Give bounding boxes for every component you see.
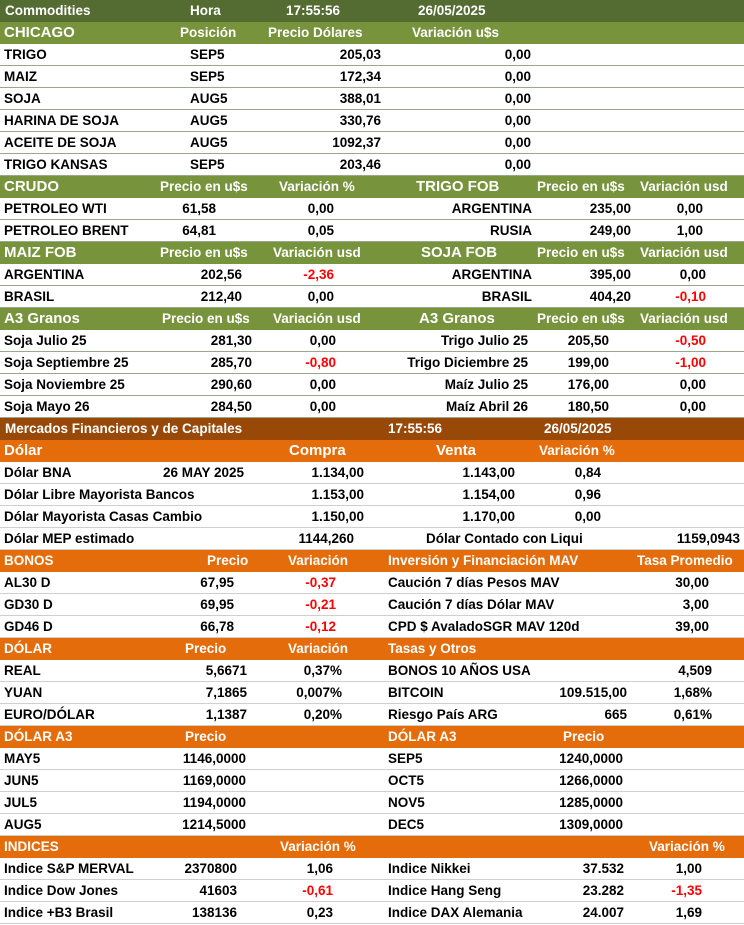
bonos-row xyxy=(0,616,744,638)
a3-left-contract: Soja Mayo 26 xyxy=(4,399,90,414)
index-right-value: 23.282 xyxy=(582,883,624,898)
dolar-a3-right-title: DÓLAR A3 xyxy=(388,729,457,744)
chicago-row xyxy=(0,154,744,176)
a3-left-col-precio: Precio en u$s xyxy=(162,311,250,326)
maiz-soja-fob-header xyxy=(0,242,744,264)
a3-left-contract: Soja Julio 25 xyxy=(4,333,87,348)
chicago-col-variacion: Variación u$s xyxy=(412,25,500,40)
sheet-title: Commodities xyxy=(5,3,91,18)
bonos-row xyxy=(0,594,744,616)
currency-name: YUAN xyxy=(4,685,43,700)
dolar2-header xyxy=(0,638,744,660)
bono-ticker: GD30 D xyxy=(4,597,53,612)
maiz-fob-col-precio: Precio en u$s xyxy=(160,245,248,260)
position-cell: SEP5 xyxy=(190,69,225,84)
price-cell: 330,76 xyxy=(339,113,381,128)
a3-right-price: 205,50 xyxy=(567,333,609,348)
inversion-name: Caución 7 días Dólar MAV xyxy=(388,597,555,612)
a3-right-contract: Trigo Julio 25 xyxy=(440,333,528,348)
soja-fob-country: ARGENTINA xyxy=(451,267,532,282)
price-cell: 172,34 xyxy=(339,69,381,84)
bonos-col-variacion: Variación xyxy=(288,553,349,568)
inversion-col-tasa: Tasa Promedio xyxy=(637,553,733,568)
dolar-a3-left-month: AUG5 xyxy=(4,817,42,832)
currency-variation: 0,37% xyxy=(303,663,342,678)
dolar2-col-variacion: Variación xyxy=(288,641,349,656)
index-variation: 1,06 xyxy=(306,861,333,876)
position-cell: AUG5 xyxy=(190,113,228,128)
dolar-variation: 0,96 xyxy=(574,487,601,502)
crudo-price: 64,81 xyxy=(182,223,216,238)
tasa-value: 665 xyxy=(604,707,627,722)
bonos-col-precio: Precio xyxy=(207,553,249,568)
maiz-fob-title: MAIZ FOB xyxy=(4,244,77,261)
chicago-row xyxy=(0,66,744,88)
price-cell: 1092,37 xyxy=(332,135,381,150)
trigo-fob-price: 235,00 xyxy=(589,201,631,216)
dolar-a3-right-col-precio: Precio xyxy=(563,729,605,744)
dolar-a3-row xyxy=(0,814,744,836)
soja-fob-col-precio: Precio en u$s xyxy=(537,245,625,260)
a3-left-price: 284,50 xyxy=(210,399,252,414)
maiz-fob-variation: -2,36 xyxy=(303,267,334,282)
crudo-name: PETROLEO BRENT xyxy=(4,223,129,238)
soja-fob-col-variacion: Variación usd xyxy=(640,245,728,260)
dolar-type: Dólar BNA xyxy=(4,465,72,480)
currency-price: 7,1865 xyxy=(205,685,247,700)
position-cell: SEP5 xyxy=(190,47,225,62)
chicago-row xyxy=(0,44,744,66)
index-right-variation: 1,69 xyxy=(675,905,702,920)
index-right-variation: 1,00 xyxy=(675,861,702,876)
a3-left-variation: 0,00 xyxy=(309,333,336,348)
bono-price: 66,78 xyxy=(200,619,234,634)
tasa-extra: 0,61% xyxy=(673,707,712,722)
a3-left-variation: 0,00 xyxy=(309,399,336,414)
position-cell: AUG5 xyxy=(190,135,228,150)
currency-variation: 0,20% xyxy=(303,707,342,722)
variation-cell: 0,00 xyxy=(504,157,531,172)
crudo-variation: 0,05 xyxy=(307,223,334,238)
dolar-a3-right-price: 1240,0000 xyxy=(559,751,623,766)
dolar-a3-left-month: MAY5 xyxy=(4,751,41,766)
trigo-fob-country: ARGENTINA xyxy=(451,201,532,216)
position-cell: AUG5 xyxy=(190,91,228,106)
a3-left-contract: Soja Septiembre 25 xyxy=(4,355,129,370)
dolar-a3-right-month: OCT5 xyxy=(388,773,425,788)
indices-header xyxy=(0,836,744,858)
maiz-fob-col-variacion: Variación usd xyxy=(273,245,361,260)
a3-granos-row xyxy=(0,330,744,352)
trigo-fob-price: 249,00 xyxy=(589,223,631,238)
index-value: 2370800 xyxy=(184,861,237,876)
maiz-fob-price: 212,40 xyxy=(200,289,242,304)
commodity-name: ACEITE DE SOJA xyxy=(4,135,117,150)
a3-granos-row xyxy=(0,374,744,396)
dolar-mep-row xyxy=(0,528,744,550)
crudo-col-variacion: Variación % xyxy=(279,179,355,194)
dolar-compra: 1.150,00 xyxy=(311,509,364,524)
dolar-compra: 1.153,00 xyxy=(311,487,364,502)
chicago-header xyxy=(0,22,744,44)
chicago-col-posicion: Posición xyxy=(180,25,237,40)
inversion-rate: 39,00 xyxy=(675,619,709,634)
mercados-title-bar xyxy=(0,418,744,440)
crudo-price: 61,58 xyxy=(182,201,216,216)
index-name: Indice Dow Jones xyxy=(4,883,119,898)
tasa-name: Riesgo País ARG xyxy=(388,707,498,722)
variation-cell: 0,00 xyxy=(504,47,531,62)
a3-left-col-variacion: Variación usd xyxy=(273,311,361,326)
dolar2-row xyxy=(0,682,744,704)
dolar-compra: 1.134,00 xyxy=(311,465,364,480)
index-name: Indice S&P MERVAL xyxy=(4,861,134,876)
fob-row xyxy=(0,286,744,308)
crudo-name: PETROLEO WTI xyxy=(4,201,107,216)
a3-right-title: A3 Granos xyxy=(419,310,495,327)
crudo-trigo-row xyxy=(0,220,744,242)
a3-right-variation: 0,00 xyxy=(679,377,706,392)
inversion-title: Inversión y Financiación MAV xyxy=(388,553,579,568)
a3-right-variation: -0,50 xyxy=(675,333,706,348)
dolar-title: Dólar xyxy=(4,442,43,459)
index-right-value: 24.007 xyxy=(582,905,624,920)
trigo-fob-col-precio: Precio en u$s xyxy=(537,179,625,194)
position-cell: SEP5 xyxy=(190,157,225,172)
indices-right-col-variacion: Variación % xyxy=(649,839,725,854)
trigo-fob-country: RUSIA xyxy=(489,223,532,238)
soja-fob-price: 395,00 xyxy=(589,267,631,282)
crudo-trigo-header xyxy=(0,176,744,198)
a3-right-col-precio: Precio en u$s xyxy=(537,311,625,326)
a3-left-title: A3 Granos xyxy=(4,310,80,327)
dolar-a3-right-month: NOV5 xyxy=(388,795,425,810)
variation-cell: 0,00 xyxy=(504,135,531,150)
a3-left-variation: -0,80 xyxy=(305,355,336,370)
currency-price: 5,6671 xyxy=(205,663,247,678)
dolar2-col-precio: Precio xyxy=(185,641,227,656)
crudo-title: CRUDO xyxy=(4,178,59,195)
dolar-venta: 1.143,00 xyxy=(462,465,515,480)
currency-name: REAL xyxy=(4,663,41,678)
bono-variation: -0,21 xyxy=(305,597,336,612)
price-cell: 205,03 xyxy=(339,47,381,62)
commodities-title-bar xyxy=(0,0,744,22)
dolar-a3-header xyxy=(0,726,744,748)
index-value: 138136 xyxy=(191,905,237,920)
commodity-name: MAIZ xyxy=(4,69,37,84)
crudo-col-precio: Precio en u$s xyxy=(160,179,248,194)
ccl-label: Dólar Contado con Liqui xyxy=(426,531,583,546)
commodity-name: SOJA xyxy=(4,91,41,106)
dolar-type: Dólar Mayorista Casas Cambio xyxy=(4,509,203,524)
trigo-fob-title: TRIGO FOB xyxy=(416,178,500,195)
soja-fob-title: SOJA FOB xyxy=(421,244,498,261)
index-right-name: Indice DAX Alemania xyxy=(388,905,523,920)
dolar-a3-left-title: DÓLAR A3 xyxy=(4,729,73,744)
bonos-row xyxy=(0,572,744,594)
commodity-name: TRIGO xyxy=(4,47,47,62)
dolar-variation: 0,00 xyxy=(574,509,601,524)
index-variation: 0,23 xyxy=(306,905,333,920)
dolar-col-compra: Compra xyxy=(289,442,346,459)
a3-right-contract: Maíz Julio 25 xyxy=(444,377,528,392)
dolar-a3-right-price: 1285,0000 xyxy=(559,795,623,810)
fob-row xyxy=(0,264,744,286)
tasa-extra: 1,68% xyxy=(673,685,712,700)
trigo-fob-variation: 1,00 xyxy=(676,223,703,238)
indices-row xyxy=(0,858,744,880)
chicago-row xyxy=(0,110,744,132)
index-value: 41603 xyxy=(199,883,237,898)
a3-right-price: 199,00 xyxy=(567,355,609,370)
index-name: Indice +B3 Brasil xyxy=(4,905,114,920)
dolar-date: 26 MAY 2025 xyxy=(163,465,245,480)
a3-right-variation: -1,00 xyxy=(675,355,706,370)
chicago-col-precio: Precio Dólares xyxy=(268,25,363,40)
dolar-a3-left-price: 1214,5000 xyxy=(182,817,246,832)
bonos-header xyxy=(0,550,744,572)
dolar-a3-row xyxy=(0,748,744,770)
crudo-variation: 0,00 xyxy=(307,201,334,216)
inversion-rate: 3,00 xyxy=(682,597,709,612)
price-cell: 388,01 xyxy=(339,91,381,106)
chicago-row xyxy=(0,132,744,154)
dolar-a3-left-price: 1169,0000 xyxy=(182,773,246,788)
dolar-a3-right-month: DEC5 xyxy=(388,817,425,832)
dolar-row xyxy=(0,484,744,506)
a3-granos-row xyxy=(0,352,744,374)
currency-name: EURO/DÓLAR xyxy=(4,707,95,722)
mercados-time: 17:55:56 xyxy=(388,421,443,436)
mep-label: Dólar MEP estimado xyxy=(4,531,135,546)
bono-price: 69,95 xyxy=(200,597,234,612)
maiz-fob-price: 202,56 xyxy=(200,267,242,282)
index-right-value: 37.532 xyxy=(582,861,624,876)
mercados-date: 26/05/2025 xyxy=(544,421,612,436)
mercados-title: Mercados Financieros y de Capitales xyxy=(5,421,243,436)
inversion-name: CPD $ AvaladoSGR MAV 120d xyxy=(388,619,580,634)
dolar2-title: DÓLAR xyxy=(4,641,52,656)
a3-left-price: 285,70 xyxy=(210,355,252,370)
soja-fob-variation: -0,10 xyxy=(675,289,706,304)
dolar-a3-right-price: 1266,0000 xyxy=(559,773,623,788)
variation-cell: 0,00 xyxy=(504,91,531,106)
chicago-title: CHICAGO xyxy=(4,24,75,41)
tasa-extra: 4,509 xyxy=(678,663,712,678)
chicago-row xyxy=(0,88,744,110)
commodity-name: TRIGO KANSAS xyxy=(4,157,108,172)
ccl-value: 1159,0943 xyxy=(676,531,740,546)
dolar2-row xyxy=(0,704,744,726)
dolar-a3-left-price: 1146,0000 xyxy=(182,751,246,766)
a3-left-contract: Soja Noviembre 25 xyxy=(4,377,125,392)
mep-value: 1144,260 xyxy=(298,531,354,546)
inversion-rate: 30,00 xyxy=(675,575,709,590)
maiz-fob-country: ARGENTINA xyxy=(4,267,85,282)
index-right-variation: -1,35 xyxy=(671,883,702,898)
bonos-title: BONOS xyxy=(4,553,54,568)
dolar-row xyxy=(0,462,744,484)
a3-left-price: 290,60 xyxy=(210,377,252,392)
currency-variation: 0,007% xyxy=(296,685,342,700)
a3-right-variation: 0,00 xyxy=(679,399,706,414)
bono-price: 67,95 xyxy=(200,575,234,590)
dolar-a3-right-price: 1309,0000 xyxy=(559,817,623,832)
dolar-a3-left-col-precio: Precio xyxy=(185,729,227,744)
variation-cell: 0,00 xyxy=(504,113,531,128)
variation-cell: 0,00 xyxy=(504,69,531,84)
a3-left-price: 281,30 xyxy=(210,333,252,348)
bono-variation: -0,12 xyxy=(305,619,336,634)
dolar2-row xyxy=(0,660,744,682)
crudo-trigo-row xyxy=(0,198,744,220)
price-cell: 203,46 xyxy=(339,157,381,172)
index-right-name: Indice Nikkei xyxy=(388,861,471,876)
indices-title: INDICES xyxy=(4,839,59,854)
dolar-variation: 0,84 xyxy=(574,465,601,480)
bono-ticker: AL30 D xyxy=(4,575,51,590)
soja-fob-variation: 0,00 xyxy=(679,267,706,282)
maiz-fob-country: BRASIL xyxy=(4,289,55,304)
dolar-type: Dólar Libre Mayorista Bancos xyxy=(4,487,195,502)
dolar-a3-row xyxy=(0,792,744,814)
indices-row xyxy=(0,902,744,924)
a3-right-contract: Maíz Abril 26 xyxy=(445,399,528,414)
a3-left-variation: 0,00 xyxy=(309,377,336,392)
top-date: 26/05/2025 xyxy=(418,3,486,18)
index-variation: -0,61 xyxy=(302,883,333,898)
inversion-name: Caución 7 días Pesos MAV xyxy=(388,575,560,590)
indices-left-col-variacion: Variación % xyxy=(280,839,356,854)
a3-granos-row xyxy=(0,396,744,418)
indices-row xyxy=(0,880,744,902)
top-time: 17:55:56 xyxy=(286,3,341,18)
trigo-fob-col-variacion: Variación usd xyxy=(640,179,728,194)
dolar-a3-right-month: SEP5 xyxy=(388,751,423,766)
tasa-value: 109.515,00 xyxy=(559,685,627,700)
dolar-venta: 1.154,00 xyxy=(462,487,515,502)
a3-granos-header xyxy=(0,308,744,330)
dolar-a3-left-month: JUL5 xyxy=(4,795,38,810)
dolar-venta: 1.170,00 xyxy=(462,509,515,524)
tasa-name: BONOS 10 AÑOS USA xyxy=(388,663,531,678)
dolar-a3-left-month: JUN5 xyxy=(4,773,39,788)
soja-fob-country: BRASIL xyxy=(481,289,532,304)
bono-ticker: GD46 D xyxy=(4,619,53,634)
currency-price: 1,1387 xyxy=(205,707,247,722)
index-right-name: Indice Hang Seng xyxy=(388,883,502,898)
bono-variation: -0,37 xyxy=(305,575,336,590)
a3-right-price: 176,00 xyxy=(567,377,609,392)
dolar-col-venta: Venta xyxy=(436,442,477,459)
a3-right-contract: Trigo Diciembre 25 xyxy=(407,355,528,370)
dolar-a3-row xyxy=(0,770,744,792)
a3-right-price: 180,50 xyxy=(567,399,609,414)
tasas-title: Tasas y Otros xyxy=(388,641,477,656)
trigo-fob-variation: 0,00 xyxy=(676,201,703,216)
dolar-header xyxy=(0,440,744,462)
dolar-col-variacion: Variación % xyxy=(539,443,615,458)
tasa-name: BITCOIN xyxy=(388,685,444,700)
soja-fob-price: 404,20 xyxy=(589,289,631,304)
a3-right-col-variacion: Variación usd xyxy=(640,311,728,326)
maiz-fob-variation: 0,00 xyxy=(307,289,334,304)
dolar-a3-left-price: 1194,0000 xyxy=(182,795,246,810)
hora-label: Hora xyxy=(190,3,221,18)
dolar-row xyxy=(0,506,744,528)
commodity-name: HARINA DE SOJA xyxy=(4,113,120,128)
